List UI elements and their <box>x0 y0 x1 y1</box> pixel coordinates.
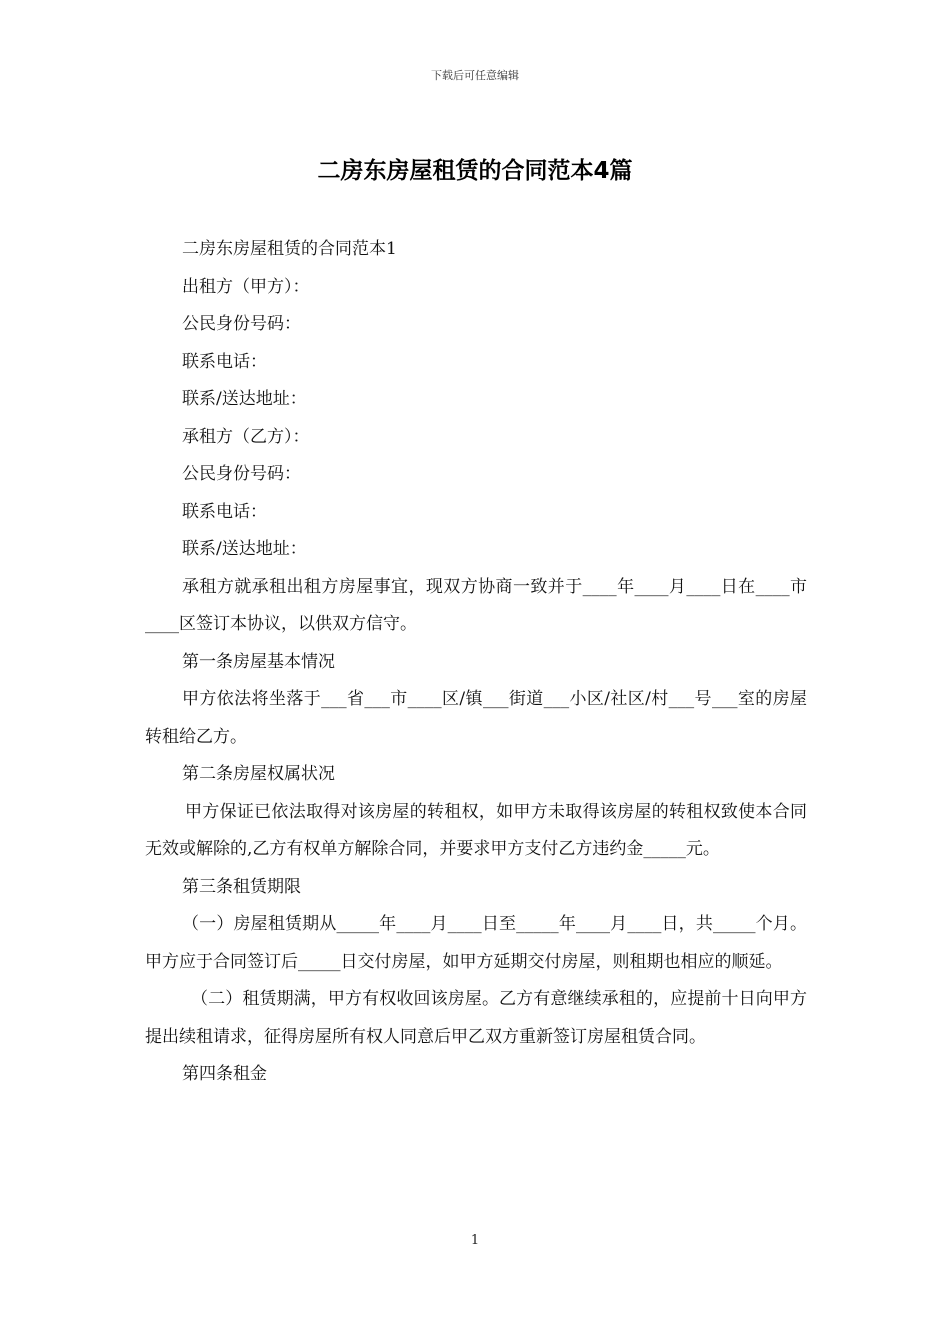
lessee-field: 承租方（乙方）： <box>182 426 310 447</box>
preamble-paragraph: 承租方就承租出租方房屋事宜，现双方协商一致并于____年____月____日在____市____区签订本协议，以供双方信守。 <box>145 576 807 634</box>
article-3-heading: 第三条租赁期限 <box>182 876 301 897</box>
lessee-id-field: 公民身份号码： <box>182 464 301 484</box>
lessor-field: 出租方（甲方）： <box>182 276 310 297</box>
article-2-paragraph: 甲方保证已依法取得对该房屋的转租权，如甲方未取得该房屋的转租权致使本合同无效或解除的,乙方有权单方解除合同，并要求甲方支付乙方违约金_____元。 <box>145 801 807 859</box>
page-number: 1 <box>470 1233 480 1248</box>
header-note: 下载后可任意编辑 <box>431 69 519 82</box>
article-4-heading: 第四条租金 <box>182 1064 267 1084</box>
document-body <box>145 231 807 1094</box>
article-1-heading: 第一条房屋基本情况 <box>182 651 335 672</box>
lessor-address-field: 联系/送达地址： <box>182 389 307 409</box>
lessee-address-field: 联系/送达地址： <box>182 539 307 559</box>
lessor-id-field: 公民身份号码： <box>182 314 301 334</box>
lessee-phone-field: 联系电话： <box>182 501 267 522</box>
section-heading: 二房东房屋租赁的合同范本1 <box>182 239 397 259</box>
article-3-clause-2: （二）租赁期满，甲方有权收回该房屋。乙方有意继续承租的，应提前十日向甲方提出续租请求，征得房屋所有权人同意后甲乙双方重新签订房屋租赁合同。 <box>145 989 807 1047</box>
article-2-heading: 第二条房屋权属状况 <box>182 764 335 784</box>
lessor-phone-field: 联系电话： <box>182 351 267 372</box>
article-1-paragraph: 甲方依法将坐落于___省___市____区/镇___街道___小区/社区/村___号___室的房屋转租给乙方。 <box>145 689 807 747</box>
document-title: 二房东房屋租赁的合同范本4篇 <box>317 158 633 184</box>
article-3-clause-1: （一）房屋租赁期从_____年____月____日至_____年____月____日，共_____个月。甲方应于合同签订后_____日交付房屋，如甲方延期交付房屋，则租期也相应的顺延。 <box>145 914 807 972</box>
